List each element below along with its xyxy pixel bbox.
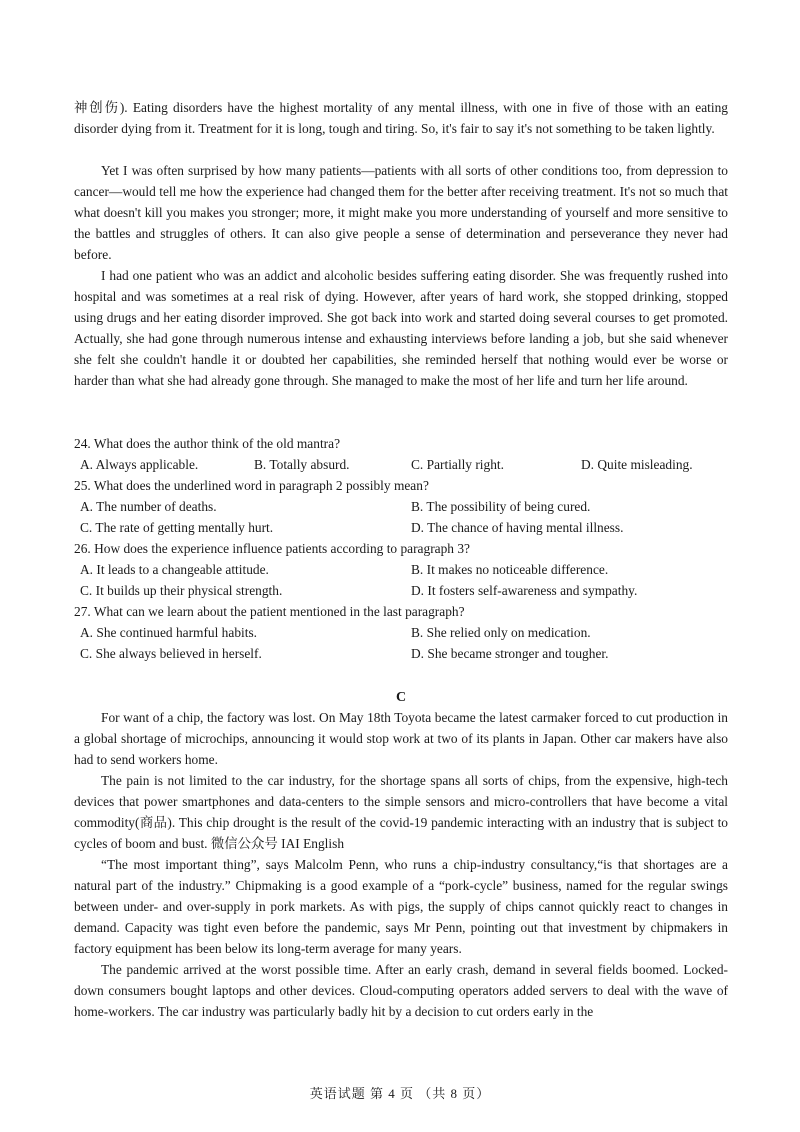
option-27-c[interactable]: C. She always believed in herself.	[80, 646, 262, 661]
question-26-options-row1	[80, 559, 728, 580]
question-26-options-row2	[80, 580, 728, 601]
option-25-a[interactable]: A. The number of deaths.	[80, 499, 217, 514]
passage-b-paragraph-3: Yet I was often surprised by how many patients—patients with all sorts of other conditions too, from depression to cancer—would tell me how the experience had changed them for the better after receiving treatment. It's not so much that what doesn't kill you makes you stronger; more, it might make you more understanding of yourself and more sensitive to the battles and struggles of others. It can also give people a sense of determination and perseverance they never had before.	[74, 163, 728, 262]
question-27-options-row2	[80, 643, 728, 664]
passage-b-paragraph-top: 神创伤). Eating disorders have the highest mortality of any mental illness, with one in five of those with an eating disorder dying from it. Treatment for it is long, tough and tiring. So, it's fair to say it's not something to be taken lightly.	[74, 100, 728, 136]
option-24-c[interactable]: C. Partially right.	[411, 457, 504, 472]
option-27-a[interactable]: A. She continued harmful habits.	[80, 625, 258, 640]
passage-b-paragraph-4: I had one patient who was an addict and alcoholic besides suffering eating disorder. She was frequently rushed into hospital and was sometimes at a real risk of dying. However, after years of hard work, she stopped drinking, stopped using drugs and her eating disorder improved. She got back into work and started doing several courses to get promoted. Actually, she had gone through numerous intense and exhausting interviews before landing a job, but she said whenever she felt she couldn't handle it or doubted her capabilities, she reminded herself that nothing would ever be worse or harder than what she had already gone through. She managed to make the most of her life and turn her life around.	[74, 268, 728, 388]
question-27-stem: 27. What can we learn about the patient mentioned in the last paragraph?	[74, 604, 465, 619]
question-27-options-row1	[80, 622, 728, 643]
option-26-a[interactable]: A. It leads to a changeable attitude.	[80, 562, 269, 577]
question-25-stem: 25. What does the underlined word in paragraph 2 possibly mean?	[74, 478, 429, 493]
passage-c-paragraph-3: “The most important thing”, says Malcolm Penn, who runs a chip-industry consultancy,“is that shortages are a natural part of the industry.” Chipmaking is a good example of a “pork-cycle” business, named for the regular swings between under- and over-supply in pork markets. As with pigs, the supply of chips cannot quickly react to changes in demand. Capacity was tight even before the pandemic, says Mr Penn, pointing out that investment by chipmakers in factory equipment has been below its long-term average for many years.	[74, 857, 728, 956]
option-26-d[interactable]: D. It fosters self-awareness and sympathy.	[411, 583, 638, 598]
passage-c-paragraph-1: For want of a chip, the factory was lost. On May 18th Toyota became the latest carmaker forced to cut production in a global shortage of microchips, announcing it would stop work at two of its plants in Japan. Other car makers have also had to send workers home.	[74, 710, 728, 767]
question-24-options	[80, 454, 728, 475]
question-26-stem: 26. How does the experience influence patients according to paragraph 3?	[74, 541, 470, 556]
option-26-b[interactable]: B. It makes no noticeable difference.	[411, 562, 609, 577]
option-27-d[interactable]: D. She became stronger and tougher.	[411, 646, 609, 661]
option-25-d[interactable]: D. The chance of having mental illness.	[411, 520, 624, 535]
option-25-b[interactable]: B. The possibility of being cured.	[411, 499, 591, 514]
passage-c-paragraph-4: The pandemic arrived at the worst possible time. After an early crash, demand in several fields boomed. Locked-down consumers bought laptops and other devices. Cloud-computing operators added servers to deal with the wave of home-workers. The car industry was particularly badly hit by a decision to cut orders early in the	[74, 962, 728, 1019]
question-24-stem: 24. What does the author think of the old mantra?	[74, 436, 341, 451]
option-24-d[interactable]: D. Quite misleading.	[581, 457, 693, 472]
option-27-b[interactable]: B. She relied only on medication.	[411, 625, 591, 640]
question-25-options-row2	[80, 517, 728, 538]
option-26-c[interactable]: C. It builds up their physical strength.	[80, 583, 283, 598]
question-25-options-row1	[80, 496, 728, 517]
section-heading-c: C	[395, 690, 407, 705]
page-footer: 英语试题 第 4 页 （共 8 页）	[309, 1086, 491, 1101]
option-24-b[interactable]: B. Totally absurd.	[254, 457, 350, 472]
option-25-c[interactable]: C. The rate of getting mentally hurt.	[80, 520, 274, 535]
passage-c-paragraph-2: The pain is not limited to the car industry, for the shortage spans all sorts of chips, from the expensive, high-tech devices that power smartphones and data-centers to the simple sensors and micro-controllers that have become a vital commodity(商品). This chip drought is the result of the covid-19 pandemic interacting with an industry that is subject to cycles of boom and bust. 微信公众号 IAI English	[74, 773, 728, 851]
option-24-a[interactable]: A. Always applicable.	[80, 457, 199, 472]
